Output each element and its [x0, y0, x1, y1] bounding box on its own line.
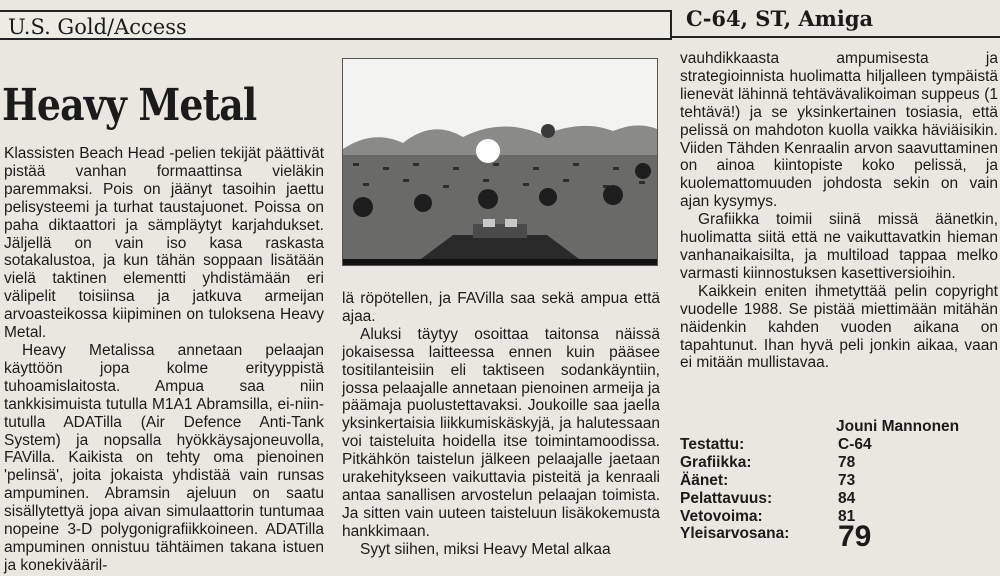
rating-row	[680, 472, 880, 490]
column-3	[680, 50, 998, 372]
rating-value: 78	[838, 453, 856, 471]
paragraph: Grafiikka toimii siinä missä äänetkin, huolimatta siitä että ne vaikuttavatkin hieman vanhanaikaisilta, ja multiload tappaa melko varmasti kiinnostuksen kasettiversioihin.	[680, 211, 998, 282]
rating-label: Pelattavuus:	[680, 489, 773, 507]
game-screenshot	[342, 58, 658, 266]
header-rule	[672, 36, 1000, 38]
paragraph: Syyt siihen, miksi Heavy Metal alkaa	[360, 540, 611, 558]
game-scene-image	[343, 59, 657, 265]
rating-row	[680, 436, 880, 454]
paragraph: Heavy Metalissa annetaan pelaajan käyttöön jopa kolme erityyppistä tuhoamislaitosta. Ampua saa niin tankkisimuistа tutulla M1A1 Abramsilla, ei-niin-tutulla ADATilla (Air Defence Anti-Tank System) ja nopsalla hyökkäysajoneuvolla, FAVilla. Kaikista on tehty oma pienoinen 'pelinsä', joita jokaista yhdistää vain runsas ampuminen. Abramsin ajeluun on saatu sisällytettyä jopa aivan simulaattorin tuntumaa nopeine 3-D polygonigrafiikkoineen. ADATilla ampuminen onnistuu tähtäimen takana istuen ja konekivääril-	[4, 341, 324, 574]
column-1	[4, 145, 324, 575]
rating-value: 81	[838, 507, 856, 525]
platforms: C-64, ST, Amiga	[686, 6, 874, 31]
paragraph: Kaikkein eniten ihmetyttää pelin copyright vuodelle 1988. Se pistää miettimään mitähän näidenkin kahden vuoden aikana on tapahtunut. Ihan hyvä peli jonkin aikaa, vaan ei mitään mullistavaa.	[680, 282, 998, 372]
rating-row	[680, 490, 880, 508]
paragraph: Aluksi täytyy osoittaa taitonsa näissä jokaisessa laitteessa ennen kuin pääsee tositilanteisiin eli taktiseen sodankäyntiin, jossa pelaajalle annetaan pienoinen armeija ja päämaja puolustettavaksi. Joukoille saa jaella yksinkertaisia liikkumiskäskyjä, ja halutessaan voi taisteluita hoidella itse toimintamoodissa. Pitkähkön taistelun jälkeen pelaajalle jaetaan urakehitykseen vaikuttavia pisteitä ja kenraali antaa sanallisen arvostelun pelaajan toimista. Ja sitten vain uuteen taisteluun lisäkokemusta hankkimaan.	[342, 325, 660, 540]
column-2	[342, 290, 660, 559]
paragraph: vauhdikkaasta ampumisesta ja strategioinnista huolimatta hiljalleen tympäistä lienevät lähinnä tehtävävalikoiman suppeus (1 tehtävä!) ja se yksinkertainen tosiasia, että pelissä on mahdoton kuolla vaikka häviäisikin. Viiden Tähden Kenraalin arvon saavuttaminen on ainoa kiintopiste koko pelissä, ja kuolemattomuuden johdosta sekin on vain ajan kysymys.	[680, 50, 998, 211]
rating-label: Vetovoima:	[680, 507, 763, 525]
publisher: U.S. Gold/Access	[8, 15, 187, 39]
rating-label: Yleisarvosana:	[680, 525, 790, 543]
rating-value: C-64	[838, 436, 872, 453]
rating-label: Testattu:	[680, 436, 745, 453]
header-bar	[0, 10, 672, 40]
article-title: Heavy Metal	[2, 80, 257, 131]
rating-value: 84	[838, 489, 856, 507]
rating-label: Äänet:	[680, 471, 729, 489]
author-name: Jouni Mannonen	[836, 418, 960, 435]
rating-value: 73	[838, 471, 856, 489]
paragraph: Klassisten Beach Head -pelien tekijät päättivät pistää vanhan formaattinsa vieläkin paremmaksi. Pois on jäänyt tasoihin jaettu pelisysteemi ja turhat taustajuonet. Poissa on paha diktaattori ja sämpläytyt karjahdukset. Jäljellä on vain iso kasa raskasta sotakalustoa, ja kun tähän soppaan lisätään vielä taktinen elementti yhdistämään eri välipelit toisiinsa ja jatkuva armeijan arvoasteikossa kiipiminen on tuloksena Heavy Metal.	[4, 145, 324, 342]
paragraph: lä röpötellen, ja FAVilla saa sekä ampua että ajaa.	[342, 290, 660, 325]
rating-label: Grafiikka:	[680, 453, 752, 471]
rating-row	[680, 454, 880, 472]
overall-score: 79	[838, 520, 872, 553]
